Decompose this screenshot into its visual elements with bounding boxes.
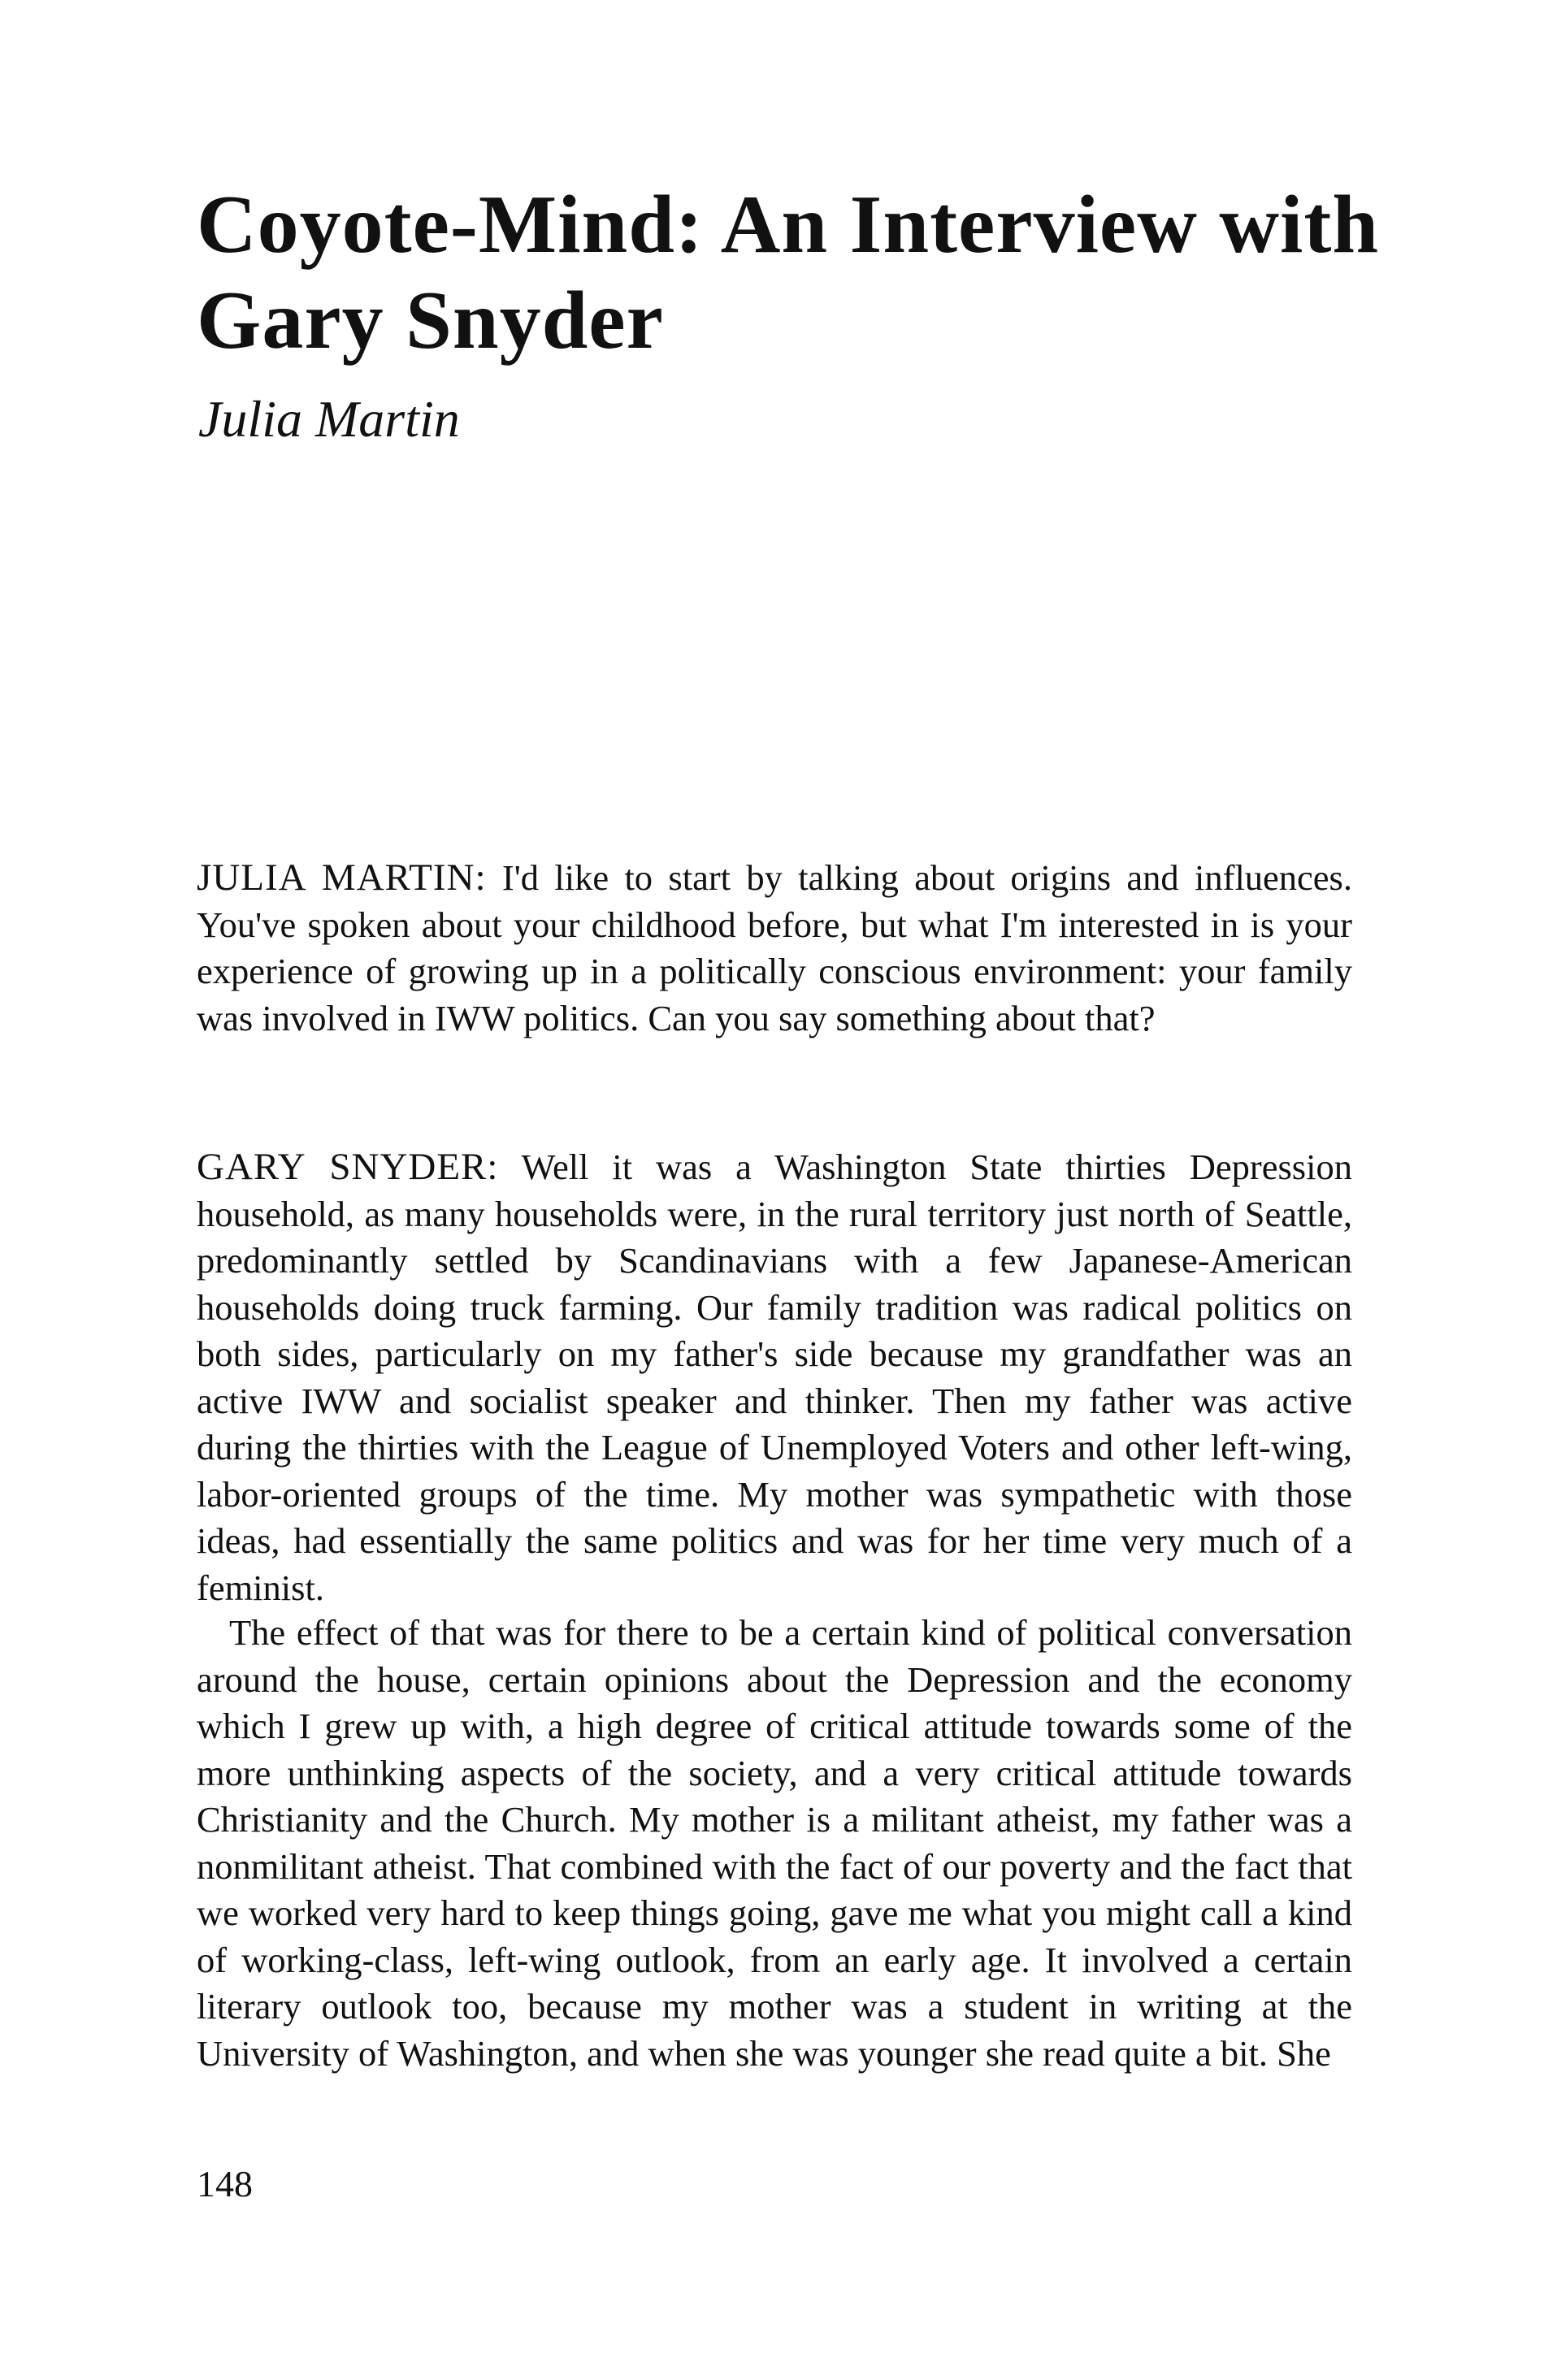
question-text: I'd like to start by talking about origins and influences. You've spoken about your childhood before, but what I'm interested in is your experience of growing up in a politically conscious environment: your family was involved in IWW politics. Can you say something about that?: [197, 857, 1352, 1038]
interviewee-answer: [197, 1144, 1352, 1611]
answer-text: Well it was a Washington State thirties Depression household, as many households were, in the rural territory just north of Seattle, predominantly settled by Scandinavians with a few Japanese-American households doing truck farming. Our family tradition was radical politics on both sides, particularly on my father's side because my grandfather was an active IWW and socialist speaker and thinker. Then my father was active during the thirties with the League of Unemployed Voters and other left-wing, labor-oriented groups of the time. My mother was sympathetic with those ideas, had essentially the same politics and was for her time very much of a feminist.: [197, 1147, 1352, 1608]
answer-continuation: The effect of that was for there to be a certain kind of political conversation around the house, certain opinions about the Depression and the economy which I grew up with, a high degree of critical attitude towards some of the more unthinking aspects of the society, and a very critical attitude towards Christianity and the Church. My mother is a militant atheist, my father was a nonmilitant atheist. That combined with the fact of our poverty and the fact that we worked very hard to keep things going, gave me what you might call a kind of working-class, left-wing outlook, from an early age. It involved a certain literary outlook too, because my mother was a student in writing at the University of Washington, and when she was younger she read quite a bit. She: [197, 1612, 1352, 2074]
interviewer-question: [197, 855, 1352, 1042]
article-author: Julia Martin: [198, 390, 460, 448]
speaker-label: JULIA MARTIN:: [197, 856, 487, 899]
page-number: 148: [197, 2163, 253, 2204]
speaker-label: GARY SNYDER:: [197, 1146, 499, 1188]
article-title: Coyote-Mind: An Interview with Gary Snyder: [197, 179, 1380, 366]
